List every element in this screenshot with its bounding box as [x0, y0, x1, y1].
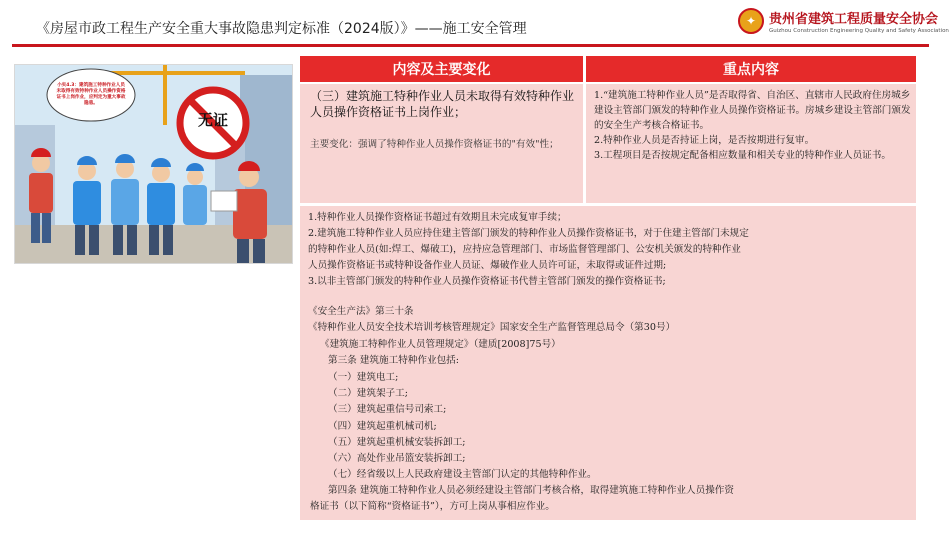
key-point-1: 1.“建筑施工特种作业人员”是否取得省、自治区、直辖市人民政府住房城乡建设主管部门颁发的特种作业人员操作资格证书。房城乡建设主管部门颁发的安全生产考核合格证书。 [594, 90, 911, 131]
detail-line-5: 3.以非主管部门颁发的特种作业人员操作资格证书代替主管部门颁发的操作资格证书; [308, 276, 666, 287]
category-item-2: （二）建筑架子工; [328, 388, 408, 399]
association-emblem-icon: ✦ [738, 8, 764, 34]
category-item-5: （五）建筑起重机械安装拆卸工; [328, 437, 466, 448]
article-three: 第三条 建筑施工特种作业包括: [328, 355, 460, 366]
key-points-list [594, 88, 912, 163]
page-title: 《房屋市政工程生产安全重大事故隐患判定标准（2024版）》——施工安全管理 [36, 21, 527, 37]
detail-line-1: 1.特种作业人员操作资格证书超过有效期且未完成复审手续； [308, 212, 567, 223]
hazard-item-heading: （三）建筑施工特种作业人员未取得有效特种作业人员操作资格证书上岗作业； [310, 89, 575, 119]
illustration-workers-no-certificate [14, 64, 293, 264]
category-item-6: （六）高处作业吊篮安装拆卸工; [328, 453, 466, 464]
detail-line-4: 人员操作资格证书或特种设备作业人员证、爆破作业人员许可证，未取得或证件过期; [308, 260, 667, 271]
key-point-3: 3.工程项目是否按规定配备相应数量和相关专业的特种作业人员证书。 [594, 150, 891, 161]
law-reference-3: 《建筑施工特种作业人员管理规定》（建质[2008]75号） [320, 339, 561, 350]
category-item-7: （七）经省级以上人民政府建设主管部门认定的其他特种作业。 [328, 469, 597, 480]
no-certificate-sign-label: 无证 [197, 111, 228, 129]
key-point-2: 2.特种作业人员是否持证上岗，是否按期进行复审。 [594, 135, 815, 146]
logo-name-en: Guizhou Construction Engineering Quality and Safety Association [769, 28, 949, 34]
association-logo [738, 8, 949, 34]
speech-bubble-text: 小实4.3：建筑施工特种作业人员未取得有效特种作业人员操作资格证书上岗作业，应判定为重大事故隐患。 [56, 83, 126, 106]
law-reference-2: 《特种作业人员安全技术培训考核管理规定》国家安全生产监督管理总局令（第30号） [308, 322, 676, 333]
header-divider [12, 44, 929, 47]
logo-name-cn: 贵州省建筑工程质量安全协会 [769, 12, 939, 27]
detail-line-2: 2.建筑施工特种作业人员应持住建主管部门颁发的特种作业人员操作资格证书，对于住建主管部门未规定 [308, 228, 749, 239]
category-item-3: （三）建筑起重信号司索工; [328, 404, 447, 415]
law-reference-1: 《安全生产法》第三十条 [308, 306, 414, 317]
detail-line-3: 的特种作业人员(如:焊工、爆破工)，应持应急管理部门、市场监督管理部门、公安机关颁发的特种作业 [308, 244, 741, 255]
article-four-line-1: 第四条 建筑施工特种作业人员必须经建设主管部门考核合格，取得建筑施工特种作业人员操作资 [328, 485, 734, 496]
table-header-key-points: 重点内容 [586, 56, 916, 82]
article-four-line-2: 格证书（以下简称“资格证书”），方可上岗从事相应作业。 [310, 501, 555, 512]
logo-text [769, 8, 949, 34]
table-header-content-changes: 内容及主要变化 [300, 56, 583, 82]
category-item-1: （一）建筑电工; [328, 372, 399, 383]
main-change-text: 主要变化：强调了特种作业人员操作资格证书的"有效"性； [310, 139, 559, 150]
category-item-4: （四）建筑起重机械司机; [328, 421, 437, 432]
